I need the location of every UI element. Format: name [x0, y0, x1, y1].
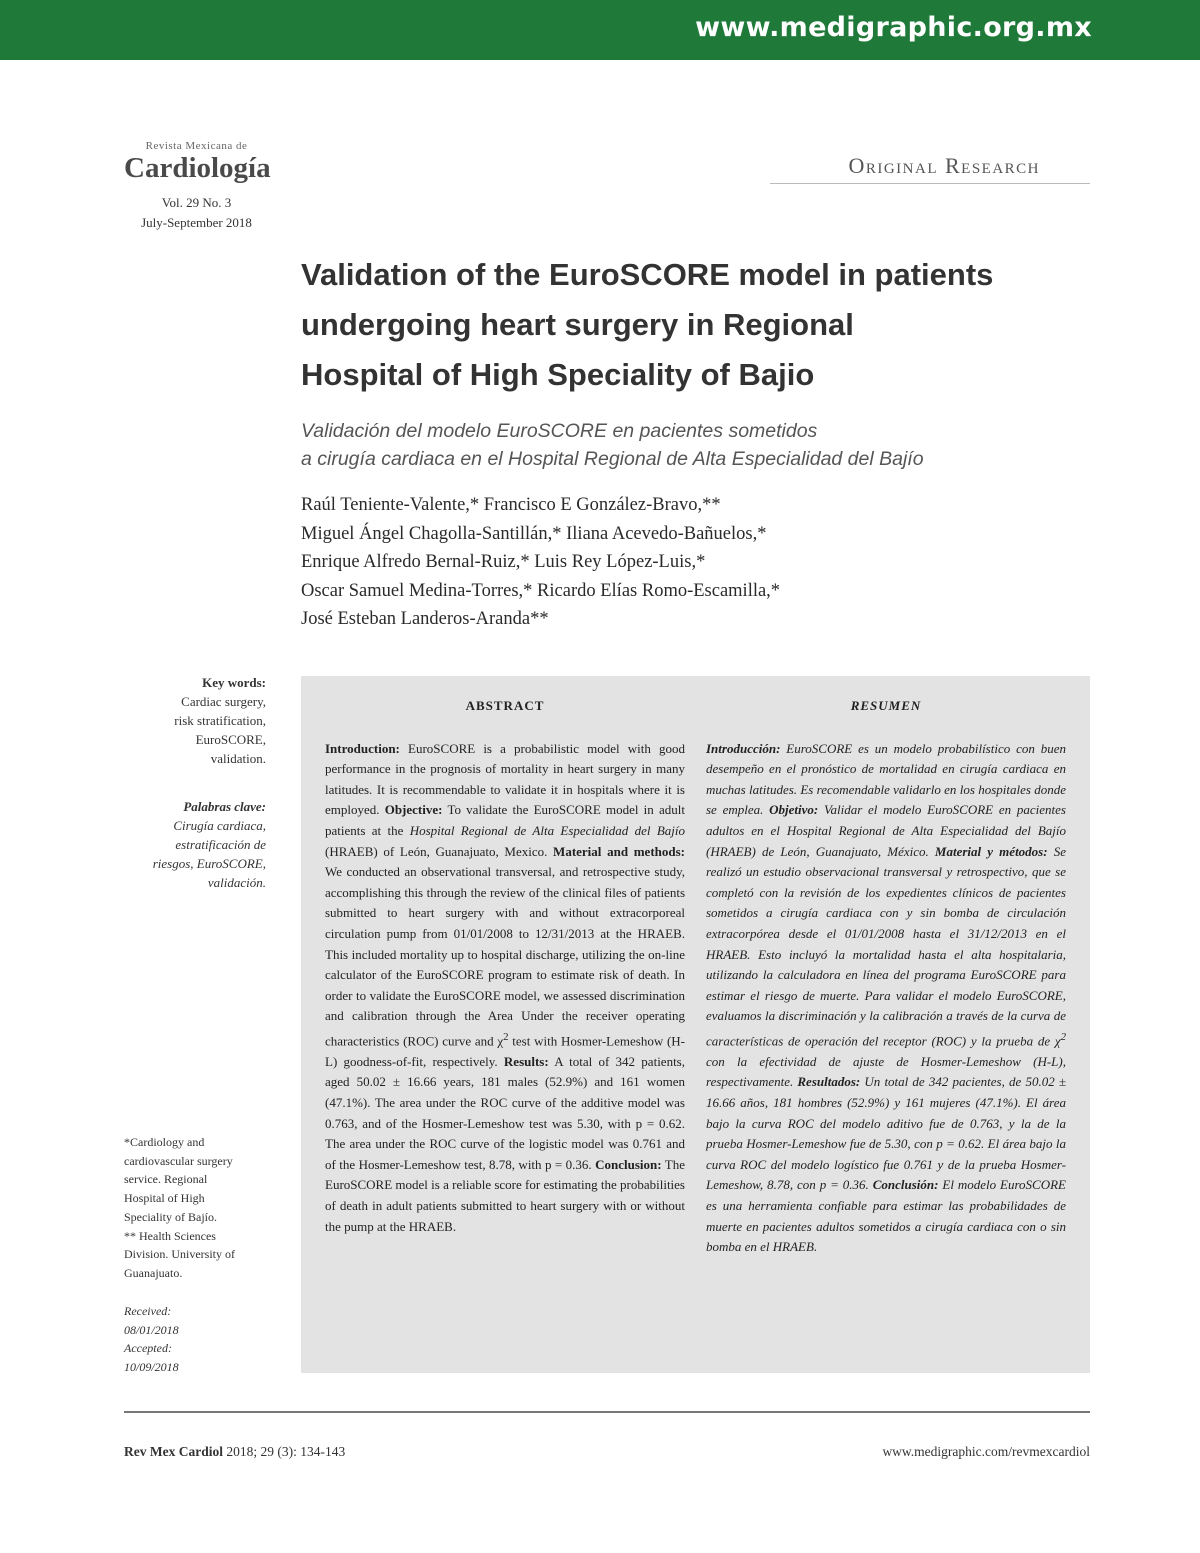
title-es-line: a cirugía cardiaca en el Hospital Regional de Alta Especialidad del Bajío: [301, 448, 924, 470]
resumen-conclusion: El modelo EuroSCORE es una herramienta confiable para estimar las probabilidades de muerte en pacientes adultos sometidos a cirugía cardiaca con o sin bomba en el HRAEB.: [706, 1177, 1067, 1255]
section-label: Original Research: [848, 153, 1040, 178]
abstract-box: [301, 676, 1090, 1373]
journal-issue: [124, 193, 269, 233]
abstract-methods-label: Material and methods:: [553, 843, 686, 859]
dates-block: [124, 1302, 270, 1377]
journal-supertitle: Revista Mexicana de: [145, 140, 248, 152]
affiliations-block: [124, 1133, 274, 1283]
abstract-hospital-name: Hospital Regional de Alta Especialidad del Bajío: [409, 822, 685, 838]
author-line: Enrique Alfredo Bernal-Ruiz,* Luis Rey López-Luis,*: [301, 552, 706, 572]
site-url-link[interactable]: www.medigraphic.org.mx: [695, 12, 1092, 43]
author-line: José Esteban Landeros-Aranda**: [301, 609, 549, 629]
affiliation-line: Hospital of High: [124, 1191, 205, 1206]
palabras-clave-block: [120, 797, 266, 892]
footer-citation: [124, 1444, 345, 1460]
keyword-item: risk stratification,: [174, 713, 266, 728]
abstract-methods: We conducted an observational transversal, and retrospective study, accomplishing this through the review of the clinical files of patients submitted to heart surgery with and without extracorporeal circulation pump from 01/01/2008 to 12/31/2013 at the HRAEB. This included mortality up to hospital discharge, utilizing the on-line calculator of the EuroSCORE program to estimate risk of death. In order to validate the EuroSCORE model, we assessed discrimination and calibration through the Area Under the receiver operating characteristics (ROC) curve and χ: [325, 864, 685, 1049]
palabra-clave-item: estratificación de: [175, 837, 266, 852]
received-date: 08/01/2018: [124, 1322, 179, 1337]
citation-details: 2018; 29 (3): 134-143: [222, 1444, 346, 1459]
author-line: Miguel Ángel Chagolla-Santillán,* Iliana Acevedo-Bañuelos,*: [301, 523, 767, 544]
affiliation-line: cardiovascular surgery: [124, 1153, 233, 1168]
footer-divider: [124, 1411, 1090, 1413]
title-line: undergoing heart surgery in Regional: [301, 307, 854, 342]
abstract-chi-superscript: 2: [503, 1030, 509, 1043]
abstract-heading: ABSTRACT: [465, 698, 545, 713]
keywords-heading: Key words:: [202, 675, 266, 690]
top-banner: [0, 0, 1200, 60]
abstract-objective-end: (HRAEB) of León, Guanajuato, Mexico.: [325, 843, 554, 859]
resumen-text: [706, 739, 1066, 1258]
affiliation-line: Speciality of Bajío.: [124, 1209, 217, 1224]
resumen-methods-label: Material y métodos:: [934, 843, 1048, 859]
resumen-intro-label: Introducción:: [706, 740, 781, 756]
affiliation-line: Guanajuato.: [124, 1265, 183, 1280]
abstract-intro-label: Introduction:: [325, 740, 400, 756]
abstract-conclusion-label: Conclusion:: [595, 1156, 662, 1172]
palabras-clave-heading: Palabras clave:: [183, 799, 266, 814]
resumen-chi-superscript: 2: [1060, 1030, 1066, 1043]
abstract-intro: EuroSCORE is a probabilistic model with good performance in the prognosis of mortality in heart surgery in many latitudes. It is recommendable to validate it in hospitals where it is employed.: [325, 740, 685, 818]
keyword-item: EuroSCORE,: [195, 732, 266, 747]
resumen-intro: EuroSCORE es un modelo probabilístico con buen desempeño en el pronóstico de mortalidad en cirugía cardiaca en muchas latitudes. Es recomendable validarlo en los hospitales donde se emplea.: [706, 740, 1066, 818]
abstract-objective-label: Objective:: [384, 802, 443, 818]
title-line: Validation of the EuroSCORE model in patients: [301, 257, 994, 292]
accepted-label: Accepted:: [124, 1341, 172, 1356]
resumen-results: Un total de 342 pacientes, de 50.02 ± 16.66 años, 181 hombres (52.9%) y 161 mujeres (47.1%). El área bajo la curva ROC del modelo aditivo fue de 0.763, y la de la prueba Hosmer-Lemeshow fue de 5.30, con p = 0.62. El área bajo la curva ROC del modelo logístico fue 0.761 y de la prueba Hosmer-Lemeshow, 8.78, con p = 0.36.: [706, 1074, 1066, 1193]
title-es-line: Validación del modelo EuroSCORE en pacientes sometidos: [301, 420, 818, 442]
citation-journal: Rev Mex Cardiol: [124, 1444, 223, 1459]
palabra-clave-item: validación.: [207, 875, 266, 890]
affiliation-line: ** Health Sciences: [124, 1228, 216, 1243]
journal-name: Cardiología: [124, 152, 271, 184]
abstract-objective: To validate the EuroSCORE model in adult patients at the: [325, 802, 685, 838]
abstract-results-label: Results:: [503, 1053, 549, 1069]
article-title: [301, 250, 1101, 400]
resumen-results-label: Resultados:: [797, 1074, 861, 1090]
keyword-item: validation.: [210, 751, 266, 766]
section-divider: [770, 183, 1090, 184]
author-list: [301, 491, 1121, 634]
author-line: Oscar Samuel Medina-Torres,* Ricardo Elías Romo-Escamilla,*: [301, 580, 781, 601]
author-line: Raúl Teniente-Valente,* Francisco E González-Bravo,**: [301, 495, 721, 515]
accepted-date: 10/09/2018: [124, 1360, 179, 1375]
abstract-results: A total of 342 patients, aged 50.02 ± 16.66 years, 181 males (52.9%) and 161 women (47.1%). The area under the ROC curve of the additive model was 0.763, and of the Hosmer-Lemeshow test was 5.30, with p = 0.62. The area under the ROC curve of the logistic model was 0.761 and of the Hosmer-Lemeshow test, 8.78, with p = 0.36.: [325, 1053, 685, 1172]
affiliation-line: *Cardiology and: [124, 1135, 205, 1149]
affiliation-line: Division. University of: [124, 1247, 235, 1262]
keywords-block: [120, 673, 266, 768]
resumen-heading: RESUMEN: [850, 698, 922, 713]
keyword-item: Cardiac surgery,: [181, 694, 266, 709]
resumen-conclusion-label: Conclusión:: [872, 1177, 939, 1193]
resumen-methods-end: con la efectividad de ajuste de Hosmer-Lemeshow (H-L), respectivamente.: [706, 1053, 1066, 1090]
article-title-spanish: [301, 417, 1101, 473]
title-line: Hospital of High Speciality of Bajio: [301, 357, 815, 392]
journal-masthead: [124, 140, 269, 233]
resumen-column: [706, 696, 1066, 1258]
abstract-conclusion: The EuroSCORE model is a reliable score for estimating the probabilities of death in adult patients submitted to heart surgery with or without the pump at the HRAEB.: [325, 1156, 685, 1234]
abstract-column: [325, 696, 685, 1237]
abstract-methods-end: test with Hosmer-Lemeshow (H-L) goodness-of-fit, respectively.: [325, 1033, 685, 1069]
journal-volume: Vol. 29 No. 3: [161, 195, 232, 210]
footer-url-link[interactable]: www.medigraphic.com/revmexcardiol: [882, 1444, 1090, 1459]
journal-period: July-September 2018: [141, 215, 252, 230]
resumen-methods: Se realizó un estudio observacional transversal y retrospectivo, que se completó con la revisión de los expedientes clínicos de pacientes sometidos a cirugía cardiaca con y sin bomba de circulación extracorpórea desde el 01/01/2008 hasta el 31/12/2013 en el HRAEB. Esto incluyó la mortalidad hasta el alta hospitalaria, utilizando la calculadora en línea del programa EuroSCORE para estimar el riesgo de muerte. Para validar el modelo EuroSCORE, evaluamos la discriminación y la calibración a través de la curva de características de operación del receptor (ROC) y la prueba de χ: [706, 843, 1066, 1049]
palabra-clave-item: riesgos, EuroSCORE,: [152, 856, 266, 871]
palabra-clave-item: Cirugía cardiaca,: [173, 818, 266, 833]
resumen-objective-label: Objetivo:: [769, 802, 819, 818]
abstract-text: [325, 739, 685, 1238]
resumen-objective: Validar el modelo EuroSCORE en pacientes adultos en el Hospital Regional de Alta Especialidad del Bajío (HRAEB) de León, Guanajuato, México.: [706, 802, 1066, 859]
received-label: Received:: [124, 1304, 172, 1318]
affiliation-line: service. Regional: [124, 1172, 208, 1187]
